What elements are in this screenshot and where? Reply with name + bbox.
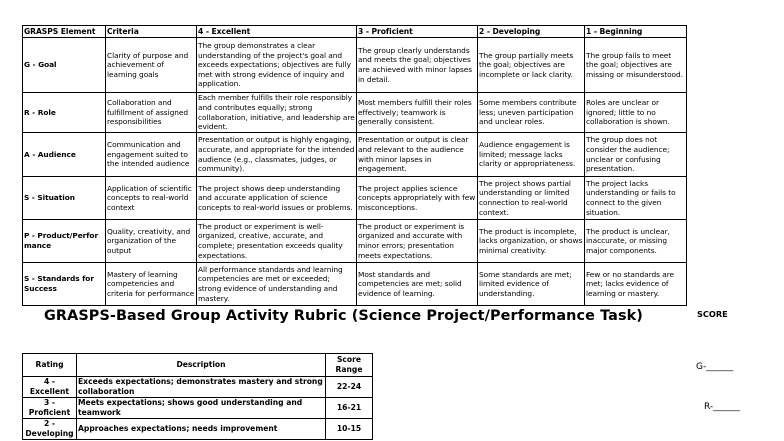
rating-cell: 3 - Proficient — [23, 398, 77, 419]
grasps-rubric-table — [22, 25, 687, 306]
header-excellent: 4 - Excellent — [197, 26, 357, 38]
beginning-cell: The group fails to meet the goal; objectives are missing or misunderstood. — [585, 38, 687, 93]
developing-cell: The group partially meets the goal; objectives are incomplete or lack clarity. — [478, 38, 585, 93]
proficient-cell: Most standards and competencies are met; solid evidence of learning. — [357, 263, 478, 306]
table-row — [23, 38, 687, 93]
beginning-cell: The product is unclear, inaccurate, or missing major components. — [585, 220, 687, 263]
table-row — [23, 398, 373, 419]
header-rating: Rating — [23, 354, 77, 377]
table-row — [23, 93, 687, 133]
description-cell: Exceeds expectations; demonstrates mastery and strong collaboration — [77, 377, 326, 398]
element-cell: S - Standards for Success — [23, 263, 106, 306]
table-row — [23, 419, 373, 440]
page-title: GRASPS-Based Group Activity Rubric (Science Project/Performance Task) — [44, 308, 643, 324]
table-row — [23, 177, 687, 220]
beginning-cell: The project lacks understanding or fails to connect to the given situation. — [585, 177, 687, 220]
developing-cell: The product is incomplete, lacks organization, or shows minimal creativity. — [478, 220, 585, 263]
excellent-cell: The product or experiment is well-organized, creative, accurate, and complete; presentation exceeds quality expectations. — [197, 220, 357, 263]
range-cell: 10-15 — [326, 419, 373, 440]
rubric-header-row — [23, 26, 687, 38]
element-cell: A - Audience — [23, 133, 106, 177]
header-element: GRASPS Element — [23, 26, 106, 38]
beginning-cell: Few or no standards are met; lacks evidence of learning or mastery. — [585, 263, 687, 306]
score-line-role[interactable]: R-______ — [704, 402, 741, 412]
header-proficient: 3 - Proficient — [357, 26, 478, 38]
element-cell: S - Situation — [23, 177, 106, 220]
element-cell: G - Goal — [23, 38, 106, 93]
range-cell: 16-21 — [326, 398, 373, 419]
score-label: SCORE — [697, 309, 728, 319]
table-row — [23, 377, 373, 398]
header-criteria: Criteria — [106, 26, 197, 38]
proficient-cell: The project applies science concepts appropriately with few misconceptions. — [357, 177, 478, 220]
criteria-cell: Application of scientific concepts to real-world context — [106, 177, 197, 220]
criteria-cell: Mastery of learning competencies and criteria for performance — [106, 263, 197, 306]
element-cell: P - Product/Performance — [23, 220, 106, 263]
element-cell: R - Role — [23, 93, 106, 133]
proficient-cell: Most members fulfill their roles effectively; teamwork is generally consistent. — [357, 93, 478, 133]
developing-cell: Some members contribute less; uneven participation and unclear roles. — [478, 93, 585, 133]
excellent-cell: The project shows deep understanding and accurate application of science concepts to real-world issues or problems. — [197, 177, 357, 220]
criteria-cell: Clarity of purpose and achievement of learning goals — [106, 38, 197, 93]
header-developing: 2 - Developing — [478, 26, 585, 38]
header-description: Description — [77, 354, 326, 377]
developing-cell: The project shows partial understanding or limited connection to real-world context. — [478, 177, 585, 220]
description-cell: Meets expectations; shows good understanding and teamwork — [77, 398, 326, 419]
excellent-cell: The group demonstrates a clear understanding of the project's goal and exceeds expectations; objectives are fully met with strong evidence of inquiry and application. — [197, 38, 357, 93]
excellent-cell: All performance standards and learning competencies are met or exceeded; strong evidence of understanding and mastery. — [197, 263, 357, 306]
criteria-cell: Quality, creativity, and organization of the output — [106, 220, 197, 263]
excellent-cell: Presentation or output is highly engaging, accurate, and appropriate for the intended audience (e.g., classmates, judges, or community). — [197, 133, 357, 177]
developing-cell: Audience engagement is limited; message lacks clarity or appropriateness. — [478, 133, 585, 177]
excellent-cell: Each member fulfills their role responsibly and contributes equally; strong collaboration, initiative, and leadership are evident. — [198, 93, 355, 132]
scale-header-row — [23, 354, 373, 377]
rating-cell: 2 - Developing — [23, 419, 77, 440]
rating-scale-table — [22, 353, 373, 440]
proficient-cell: Presentation or output is clear and relevant to the audience with minor lapses in engagement. — [357, 133, 478, 177]
score-line-goal[interactable]: G-______ — [696, 362, 734, 372]
range-cell: 22-24 — [326, 377, 373, 398]
header-score-range: Score Range — [326, 354, 373, 377]
proficient-cell: The product or experiment is organized and accurate with minor errors; presentation meets expectations. — [357, 220, 478, 263]
developing-cell: Some standards are met; limited evidence of understanding. — [478, 263, 585, 306]
table-row — [23, 220, 687, 263]
table-row — [23, 263, 687, 306]
proficient-cell: The group clearly understands and meets the goal; objectives are achieved with minor lapses in detail. — [357, 38, 478, 93]
beginning-cell: Roles are unclear or ignored; little to no collaboration is shown. — [585, 93, 687, 133]
criteria-cell: Communication and engagement suited to the intended audience — [106, 133, 197, 177]
rating-cell: 4 - Excellent — [23, 377, 77, 398]
table-row — [23, 133, 687, 177]
beginning-cell: The group does not consider the audience; unclear or confusing presentation. — [585, 133, 687, 177]
header-beginning: 1 - Beginning — [585, 26, 687, 38]
criteria-cell: Collaboration and fulfillment of assigned responsibilities — [106, 93, 197, 133]
description-cell: Approaches expectations; needs improvement — [77, 419, 326, 440]
